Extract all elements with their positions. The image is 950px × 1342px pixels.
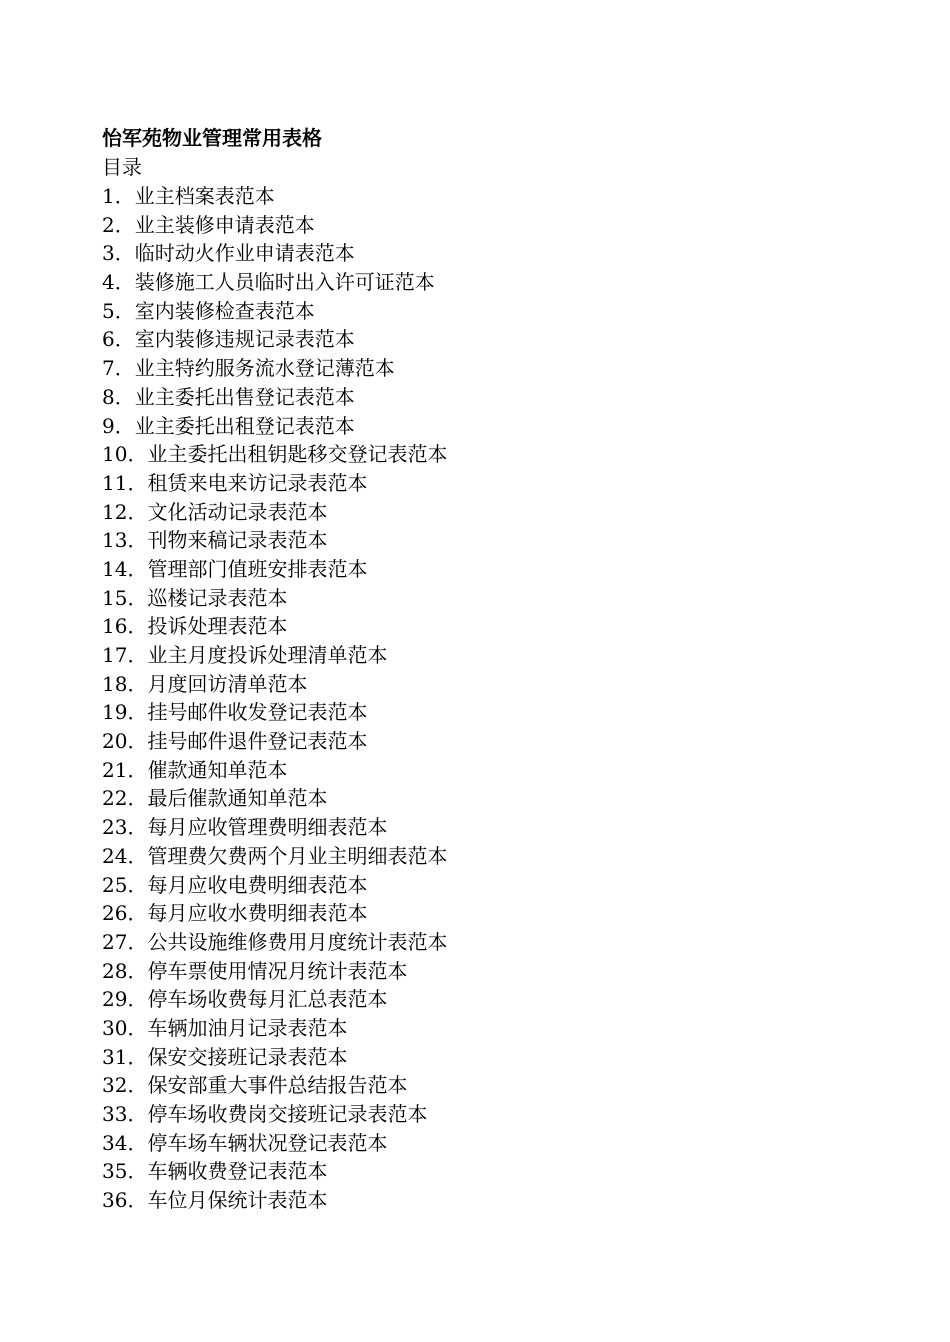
- toc-item: 5．室内装修检查表范本: [102, 298, 315, 323]
- toc-item: 28．停车票使用情况月统计表范本: [102, 958, 408, 983]
- toc-item: 30．车辆加油月记录表范本: [102, 1015, 348, 1040]
- toc-item: 13．刊物来稿记录表范本: [102, 528, 328, 553]
- toc-item: 3．临时动火作业申请表范本: [102, 241, 355, 266]
- document-content: [102, 124, 902, 1215]
- toc-item: 22．最后催款通知单范本: [102, 786, 328, 811]
- toc-item: 15．巡楼记录表范本: [102, 585, 288, 610]
- toc-item: 8．业主委托出售登记表范本: [102, 384, 355, 409]
- toc-item: 4．装修施工人员临时出入许可证范本: [102, 270, 435, 295]
- toc-item: 29．停车场收费每月汇总表范本: [102, 987, 388, 1012]
- toc-item: 11．租赁来电来访记录表范本: [102, 470, 368, 495]
- toc-item: 26．每月应收水费明细表范本: [102, 901, 368, 926]
- toc-item: 16．投诉处理表范本: [102, 614, 288, 639]
- toc-item: 27．公共设施维修费用月度统计表范本: [102, 929, 448, 954]
- toc-heading: 目录: [102, 155, 142, 179]
- toc-item: 31．保安交接班记录表范本: [102, 1044, 348, 1069]
- toc-item: 7．业主特约服务流水登记薄范本: [102, 356, 395, 381]
- toc-item: 10．业主委托出租钥匙移交登记表范本: [102, 442, 448, 467]
- toc-item: 1．业主档案表范本: [102, 184, 275, 208]
- toc-list: [102, 182, 902, 1215]
- toc-item: 24．管理费欠费两个月业主明细表范本: [102, 843, 448, 868]
- toc-item: 12．文化活动记录表范本: [102, 499, 328, 524]
- toc-item: 23．每月应收管理费明细表范本: [102, 815, 388, 840]
- toc-item: 35．车辆收费登记表范本: [102, 1159, 328, 1184]
- toc-item: 36．车位月保统计表范本: [102, 1188, 328, 1213]
- toc-item: 17．业主月度投诉处理清单范本: [102, 643, 388, 667]
- toc-item: 32．保安部重大事件总结报告范本: [102, 1073, 408, 1098]
- toc-item: 20．挂号邮件退件登记表范本: [102, 729, 368, 754]
- toc-item: 21．催款通知单范本: [102, 757, 288, 782]
- toc-item: 33．停车场收费岗交接班记录表范本: [102, 1102, 428, 1126]
- toc-item: 6．室内装修违规记录表范本: [102, 327, 355, 352]
- document-title: 怡军苑物业管理常用表格: [102, 126, 322, 150]
- toc-item: 19．挂号邮件收发登记表范本: [102, 700, 368, 725]
- toc-item: 25．每月应收电费明细表范本: [102, 872, 368, 897]
- toc-item: 18．月度回访清单范本: [102, 671, 308, 696]
- toc-item: 9．业主委托出租登记表范本: [102, 413, 355, 438]
- toc-item: 2．业主装修申请表范本: [102, 212, 315, 237]
- toc-item: 34．停车场车辆状况登记表范本: [102, 1130, 388, 1155]
- toc-item: 14．管理部门值班安排表范本: [102, 556, 368, 581]
